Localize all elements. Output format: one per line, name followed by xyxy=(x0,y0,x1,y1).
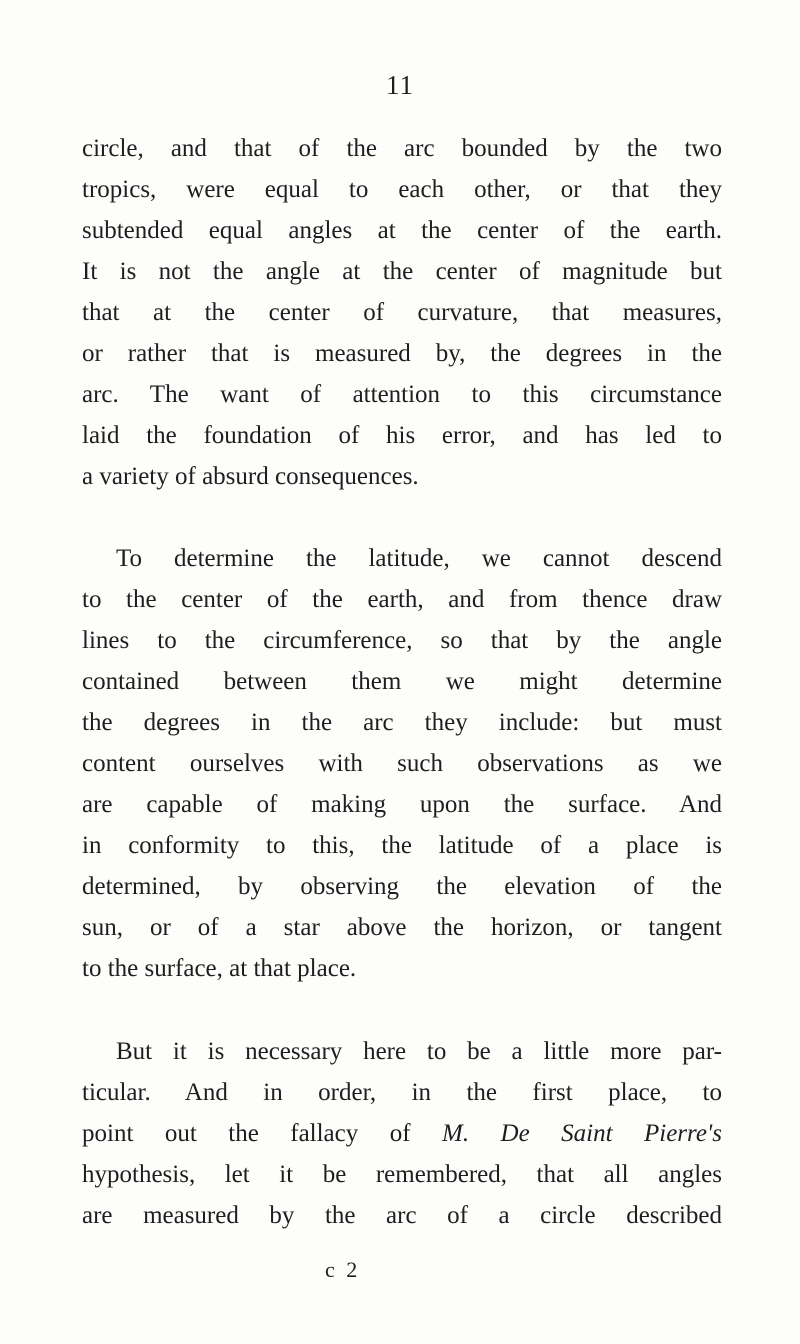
text-line: are capable of making upon the surface. And xyxy=(82,791,722,818)
paragraph-2 xyxy=(82,538,722,989)
text-line: ticular. And in order, in the first place, to xyxy=(82,1079,722,1106)
text-line: a variety of absurd consequences. xyxy=(82,463,419,490)
text-line: to the center of the earth, and from thence draw xyxy=(82,586,722,613)
paragraph-3 xyxy=(82,1031,722,1236)
text-line: lines to the circumference, so that by the angle xyxy=(82,627,722,654)
text-line: contained between them we might determine xyxy=(82,668,722,695)
text-line: in conformity to this, the latitude of a place is xyxy=(82,832,722,859)
text-line: laid the foundation of his error, and has led to xyxy=(82,422,722,449)
italic-name: M. De Saint Pierre's xyxy=(442,1120,722,1147)
text-line: to the surface, at that place. xyxy=(82,955,357,982)
text-line: circle, and that of the arc bounded by the two xyxy=(82,135,722,162)
text-line: that at the center of curvature, that measures, xyxy=(82,299,722,326)
text-line: content ourselves with such observations as we xyxy=(82,750,722,777)
text-line: To determine the latitude, we cannot descend xyxy=(116,545,722,572)
text-line: It is not the angle at the center of magnitude but xyxy=(82,258,722,285)
body-text xyxy=(82,128,722,1236)
text-line: or rather that is measured by, the degrees in the xyxy=(82,340,722,367)
text-line: subtended equal angles at the center of the earth. xyxy=(82,217,722,244)
text-line: sun, or of a star above the horizon, or tangent xyxy=(82,914,722,941)
text-line: are measured by the arc of a circle described xyxy=(82,1202,722,1229)
text-line-with-italic xyxy=(82,1113,722,1154)
paragraph-1 xyxy=(82,128,722,497)
text-line: But it is necessary here to be a little more par- xyxy=(116,1038,722,1065)
text-segment: point out the fallacy of xyxy=(82,1120,411,1147)
page-number: 11 xyxy=(386,70,414,100)
text-line: tropics, were equal to each other, or that they xyxy=(82,176,722,203)
text-line: hypothesis, let it be remembered, that all angles xyxy=(82,1161,722,1188)
text-line: determined, by observing the elevation of the xyxy=(82,873,722,900)
text-line: the degrees in the arc they include: but must xyxy=(82,709,722,736)
text-line: arc. The want of attention to this circumstance xyxy=(82,381,722,408)
signature-mark: c 2 xyxy=(325,1257,361,1282)
